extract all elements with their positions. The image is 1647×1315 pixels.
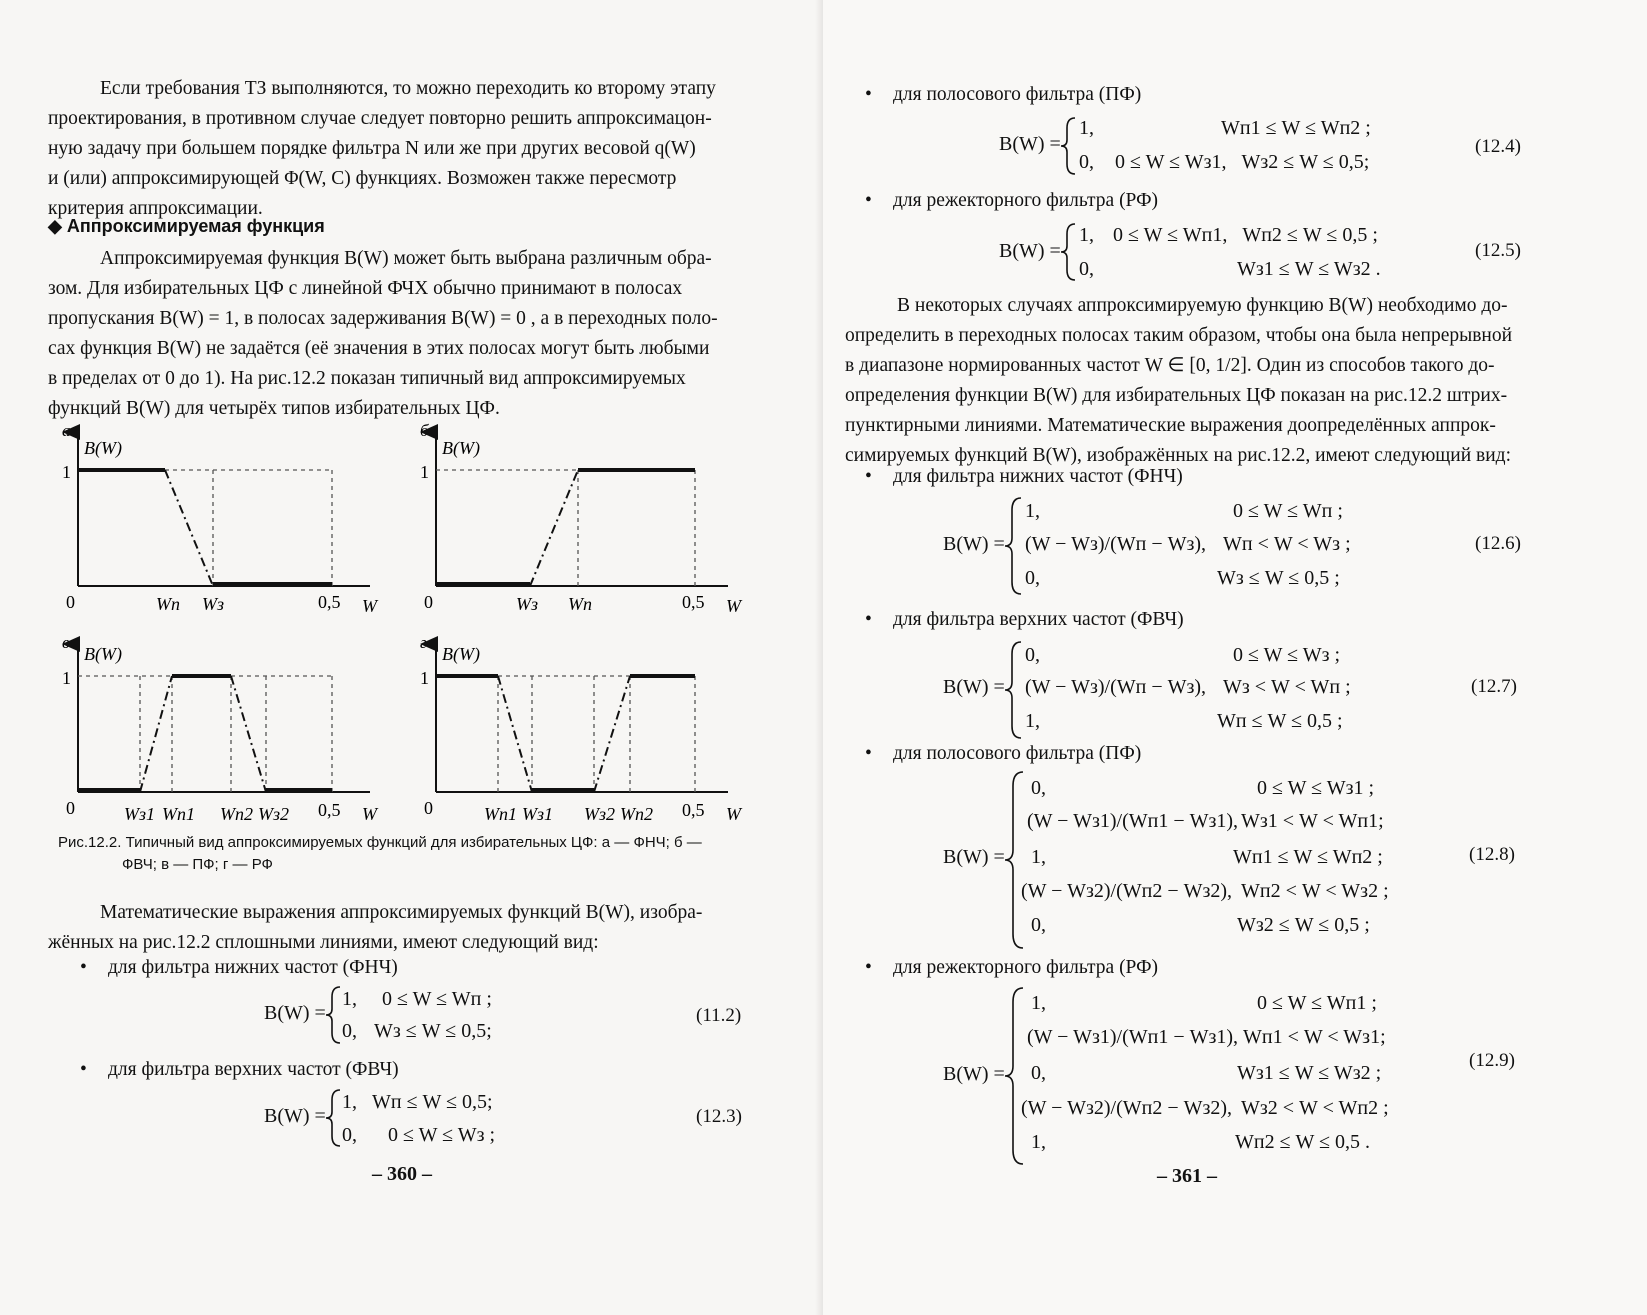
eq-condition: Wп ≤ W ≤ 0,5 ; (1217, 710, 1343, 732)
text-line: критерия аппроксимации. (48, 198, 263, 219)
guide-lines (436, 470, 695, 586)
caption-line: ФВЧ; в — ПФ; г — РФ (122, 856, 273, 873)
right-page (823, 0, 1647, 1315)
text-line: пропускания B(W) = 1, в полосах задерживания B(W) = 0 , а в переходных поло- (48, 308, 718, 329)
tick-one: 1 (62, 462, 71, 482)
left-brace (1003, 770, 1027, 950)
eq-condition: 0 ≤ W ≤ Wз1, Wз2 ≤ W ≤ 0,5; (1115, 151, 1370, 173)
bullet-label: для фильтра верхних частот (ФВЧ) (108, 1059, 399, 1080)
text-line: проектирования, в противном случае следует повторно решить аппроксимацон- (48, 108, 712, 129)
left-brace (324, 1088, 344, 1148)
eq-value: 0, (1025, 644, 1040, 666)
panel-c-bandpass (62, 633, 379, 824)
left-brace (324, 985, 344, 1045)
left-brace (1003, 986, 1027, 1166)
eq-value: 1, (1025, 500, 1040, 522)
eq-condition: Wп2 ≤ W ≤ 0,5 . (1235, 1131, 1371, 1153)
eq-condition: 0 ≤ W ≤ Wп ; (382, 988, 492, 1010)
eq-condition: Wп1 ≤ W ≤ Wп2 ; (1233, 846, 1383, 868)
text-line: жённых на рис.12.2 сплошными линиями, имеют следующий вид: (48, 932, 599, 953)
eq-value: 0, (1079, 151, 1094, 173)
tick-label: Wп (156, 594, 180, 614)
text-line: Аппроксимируемая функция B(W) может быть выбрана различным обра- (100, 248, 712, 269)
eq-condition: Wз2 ≤ W ≤ 0,5 ; (1237, 914, 1370, 936)
eq-lhs: B(W) = (943, 676, 1005, 698)
eq-condition: 0 ≤ W ≤ Wз ; (1233, 644, 1341, 666)
eq-value: 1, (1031, 1131, 1046, 1153)
guide-lines (78, 676, 332, 792)
bullet-label: для фильтра верхних частот (ФВЧ) (893, 609, 1184, 630)
eq-condition: Wз ≤ W ≤ 0,5; (374, 1020, 492, 1042)
eq-value: 0, (342, 1020, 357, 1042)
tick-label: Wп1 (484, 804, 517, 824)
eq-value: (W − Wз1)/(Wп1 − Wз1), (1027, 810, 1239, 832)
panel-d-bandstop (420, 633, 743, 824)
bullet-bsf: • для режекторного фильтра (РФ) (865, 190, 1158, 211)
eq-condition: Wп2 < W < Wз2 ; (1241, 880, 1389, 902)
text-line: определить в переходных полосах таким образом, чтобы она была непрерывной (845, 325, 1513, 346)
left-brace (1003, 640, 1025, 740)
eq-value: 1, (342, 988, 357, 1010)
text-line: симируемых функций B(W), изображённых на рис.12.2, имеют следующий вид: (845, 445, 1511, 466)
text-line: пунктирными линиями. Математические выражения доопределённых аппрок- (845, 415, 1496, 436)
eq-value: 1, (1025, 710, 1040, 732)
intro-paragraph (48, 74, 748, 224)
tick-label: Wп2 (220, 804, 253, 824)
origin-label: 0 (66, 592, 75, 612)
tick-label: Wп2 (620, 804, 653, 824)
bullet-lpf: • для фильтра нижних частот (ФНЧ) (80, 957, 398, 978)
section-heading: ◆ Аппроксимируемая функция (48, 216, 325, 236)
origin-label: 0 (424, 798, 433, 818)
eq-value: (W − Wз2)/(Wп2 − Wз2), (1021, 1097, 1233, 1119)
x-axis-label: W (362, 596, 377, 616)
eq-number: (11.2) (696, 1005, 742, 1026)
eq-value: 1, (1079, 117, 1094, 139)
bullet-label: для фильтра нижних частот (ФНЧ) (108, 957, 398, 978)
text-line: определения функции B(W) для избирательных ЦФ показан на рис.12.2 штрих- (845, 385, 1508, 406)
body-paragraph (845, 291, 1523, 471)
y-axis-label: B(W) (442, 438, 480, 458)
after-figure-paragraph (48, 898, 748, 958)
tick-label: Wп (568, 594, 592, 614)
text-line: функций B(W) для четырёх типов избирательных ЦФ. (48, 398, 500, 419)
eq-condition: Wз2 < W < Wп2 ; (1241, 1097, 1389, 1119)
eq-value: 0, (1025, 567, 1040, 589)
bullet-label: для фильтра нижних частот (ФНЧ) (893, 466, 1183, 487)
eq-lhs: B(W) = (943, 533, 1005, 555)
figure-12-2 (40, 418, 760, 830)
eq-value: 1, (342, 1091, 357, 1113)
tick-label: 0,5 (318, 800, 341, 820)
left-brace (1059, 116, 1079, 176)
figure-caption (58, 832, 758, 876)
eq-condition: 0 ≤ W ≤ Wп ; (1233, 500, 1343, 522)
text-line: в диапазоне нормированных частот W ∈ [0, 1/2]. Один из способов такого до- (845, 355, 1495, 376)
panel-a-lowpass (62, 421, 379, 616)
x-axis-label: W (726, 596, 741, 616)
text-line: В некоторых случаях аппроксимируемую функцию B(W) необходимо до- (897, 295, 1508, 316)
transition-dashdot (140, 676, 266, 792)
tick-label: 0,5 (682, 800, 705, 820)
page-number: – 360 – (372, 1163, 432, 1185)
eq-condition: 0 ≤ W ≤ Wз ; (388, 1124, 496, 1146)
x-axis-label: W (726, 804, 741, 824)
body-paragraph (48, 244, 748, 424)
eq-value: (W − Wз2)/(Wп2 − Wз2), (1021, 880, 1233, 902)
left-brace (1003, 496, 1025, 596)
eq-number: (12.8) (1469, 844, 1515, 865)
tick-label: Wз2 (584, 804, 616, 824)
text-line: Если требования ТЗ выполняются, то можно переходить ко второму этапу (100, 78, 716, 99)
tick-one: 1 (62, 668, 71, 688)
text-line: сах функция B(W) не задаётся (её значения в этих полосах могут быть любыми (48, 338, 710, 359)
left-brace (1059, 222, 1079, 282)
eq-value: 1, (1031, 846, 1046, 868)
tick-label: Wз1 (124, 804, 156, 824)
eq-number: (12.3) (696, 1106, 742, 1127)
origin-label: 0 (66, 798, 75, 818)
bullet-label: для режекторного фильтра (РФ) (893, 957, 1158, 978)
page-number: – 361 – (1157, 1165, 1217, 1187)
transition-dashdot (165, 470, 213, 586)
tick-label: Wз2 (258, 804, 290, 824)
eq-number: (12.4) (1475, 136, 1521, 157)
eq-value: 0, (342, 1124, 357, 1146)
tick-one: 1 (420, 462, 429, 482)
bullet-hpf: • для фильтра верхних частот (ФВЧ) (80, 1059, 399, 1080)
eq-lhs: B(W) = (943, 846, 1005, 868)
bullet-label: для полосового фильтра (ПФ) (893, 84, 1142, 105)
panel-b-highpass (420, 421, 743, 616)
tick-label: Wз1 (522, 804, 554, 824)
eq-lhs: B(W) = (999, 133, 1061, 155)
caption-line: Рис.12.2. Типичный вид аппроксимируемых функций для избирательных ЦФ: а — ФНЧ; б — (58, 834, 702, 851)
text-line: зом. Для избирательных ЦФ с линейной ФЧХ обычно принимают в полосах (48, 278, 683, 299)
eq-condition: Wп ≤ W ≤ 0,5; (372, 1091, 493, 1113)
eq-value: (W − Wз)/(Wп − Wз), (1025, 533, 1207, 555)
bullet-lpf: • для фильтра нижних частот (ФНЧ) (865, 466, 1183, 487)
left-page (0, 0, 823, 1315)
tick-label: 0,5 (682, 592, 705, 612)
bullet-label: для полосового фильтра (ПФ) (893, 743, 1142, 764)
eq-value: 1, (1079, 224, 1094, 246)
transition-dashdot (530, 470, 578, 586)
eq-condition: 0 ≤ W ≤ Wп1 ; (1257, 992, 1377, 1014)
eq-number: (12.5) (1475, 240, 1521, 261)
eq-condition: 0 ≤ W ≤ Wп1, Wп2 ≤ W ≤ 0,5 ; (1113, 224, 1378, 246)
y-axis-label: B(W) (442, 644, 480, 664)
eq-value: 0, (1031, 1062, 1046, 1084)
eq-value: 0, (1031, 777, 1046, 799)
eq-condition: Wз ≤ W ≤ 0,5 ; (1217, 567, 1340, 589)
eq-number: (12.6) (1475, 533, 1521, 554)
x-axis-label: W (362, 804, 377, 824)
panel-letter: а (62, 421, 71, 440)
tick-label: 0,5 (318, 592, 341, 612)
eq-condition: Wп < W < Wз ; (1223, 533, 1351, 555)
text-line: и (или) аппроксимирующей Φ(W, C) функциях. Возможен также пересмотр (48, 168, 677, 189)
eq-condition: Wп1 ≤ W ≤ Wп2 ; (1221, 117, 1371, 139)
eq-condition: 0 ≤ W ≤ Wз1 ; (1257, 777, 1375, 799)
bullet-bpf: • для полосового фильтра (ПФ) (865, 84, 1142, 105)
bullet-label: для режекторного фильтра (РФ) (893, 190, 1158, 211)
eq-value: 1, (1031, 992, 1046, 1014)
eq-value: (W − Wз)/(Wп − Wз), (1025, 676, 1207, 698)
panel-letter: б (420, 421, 429, 440)
eq-lhs: B(W) = (999, 240, 1061, 262)
eq-lhs: B(W) = (943, 1063, 1005, 1085)
y-axis-label: B(W) (84, 438, 122, 458)
eq-value: (W − Wз1)/(Wп1 − Wз1), (1027, 1026, 1239, 1048)
panel-letter: в (62, 633, 70, 652)
text-line: ную задачу при большем порядке фильтра N или же при других весовой q(W) (48, 138, 696, 159)
origin-label: 0 (424, 592, 433, 612)
tick-one: 1 (420, 668, 429, 688)
y-axis-label: B(W) (84, 644, 122, 664)
eq-condition: Wз1 ≤ W ≤ Wз2 . (1237, 258, 1381, 280)
eq-lhs: B(W) = (264, 1105, 326, 1127)
eq-number: (12.7) (1471, 676, 1517, 697)
tick-label: Wп1 (162, 804, 195, 824)
tick-label: Wз (516, 594, 539, 614)
panel-letter: г (420, 633, 427, 652)
bullet-bpf: • для полосового фильтра (ПФ) (865, 743, 1142, 764)
eq-value: 0, (1079, 258, 1094, 280)
eq-condition: Wз1 < W < Wп1; (1241, 810, 1384, 832)
bullet-bsf: • для режекторного фильтра (РФ) (865, 957, 1158, 978)
eq-condition: Wз < W < Wп ; (1223, 676, 1351, 698)
eq-value: 0, (1031, 914, 1046, 936)
eq-number: (12.9) (1469, 1050, 1515, 1071)
eq-condition: Wз1 ≤ W ≤ Wз2 ; (1237, 1062, 1382, 1084)
eq-lhs: B(W) = (264, 1002, 326, 1024)
text-line: Математические выражения аппроксимируемых функций B(W), изобра- (100, 902, 703, 923)
bullet-hpf: • для фильтра верхних частот (ФВЧ) (865, 609, 1184, 630)
tick-label: Wз (202, 594, 225, 614)
eq-condition: Wп1 < W < Wз1; (1243, 1026, 1386, 1048)
text-line: в пределах от 0 до 1). На рис.12.2 показан типичный вид аппроксимируемых (48, 368, 686, 389)
transition-dashdot (498, 676, 630, 792)
